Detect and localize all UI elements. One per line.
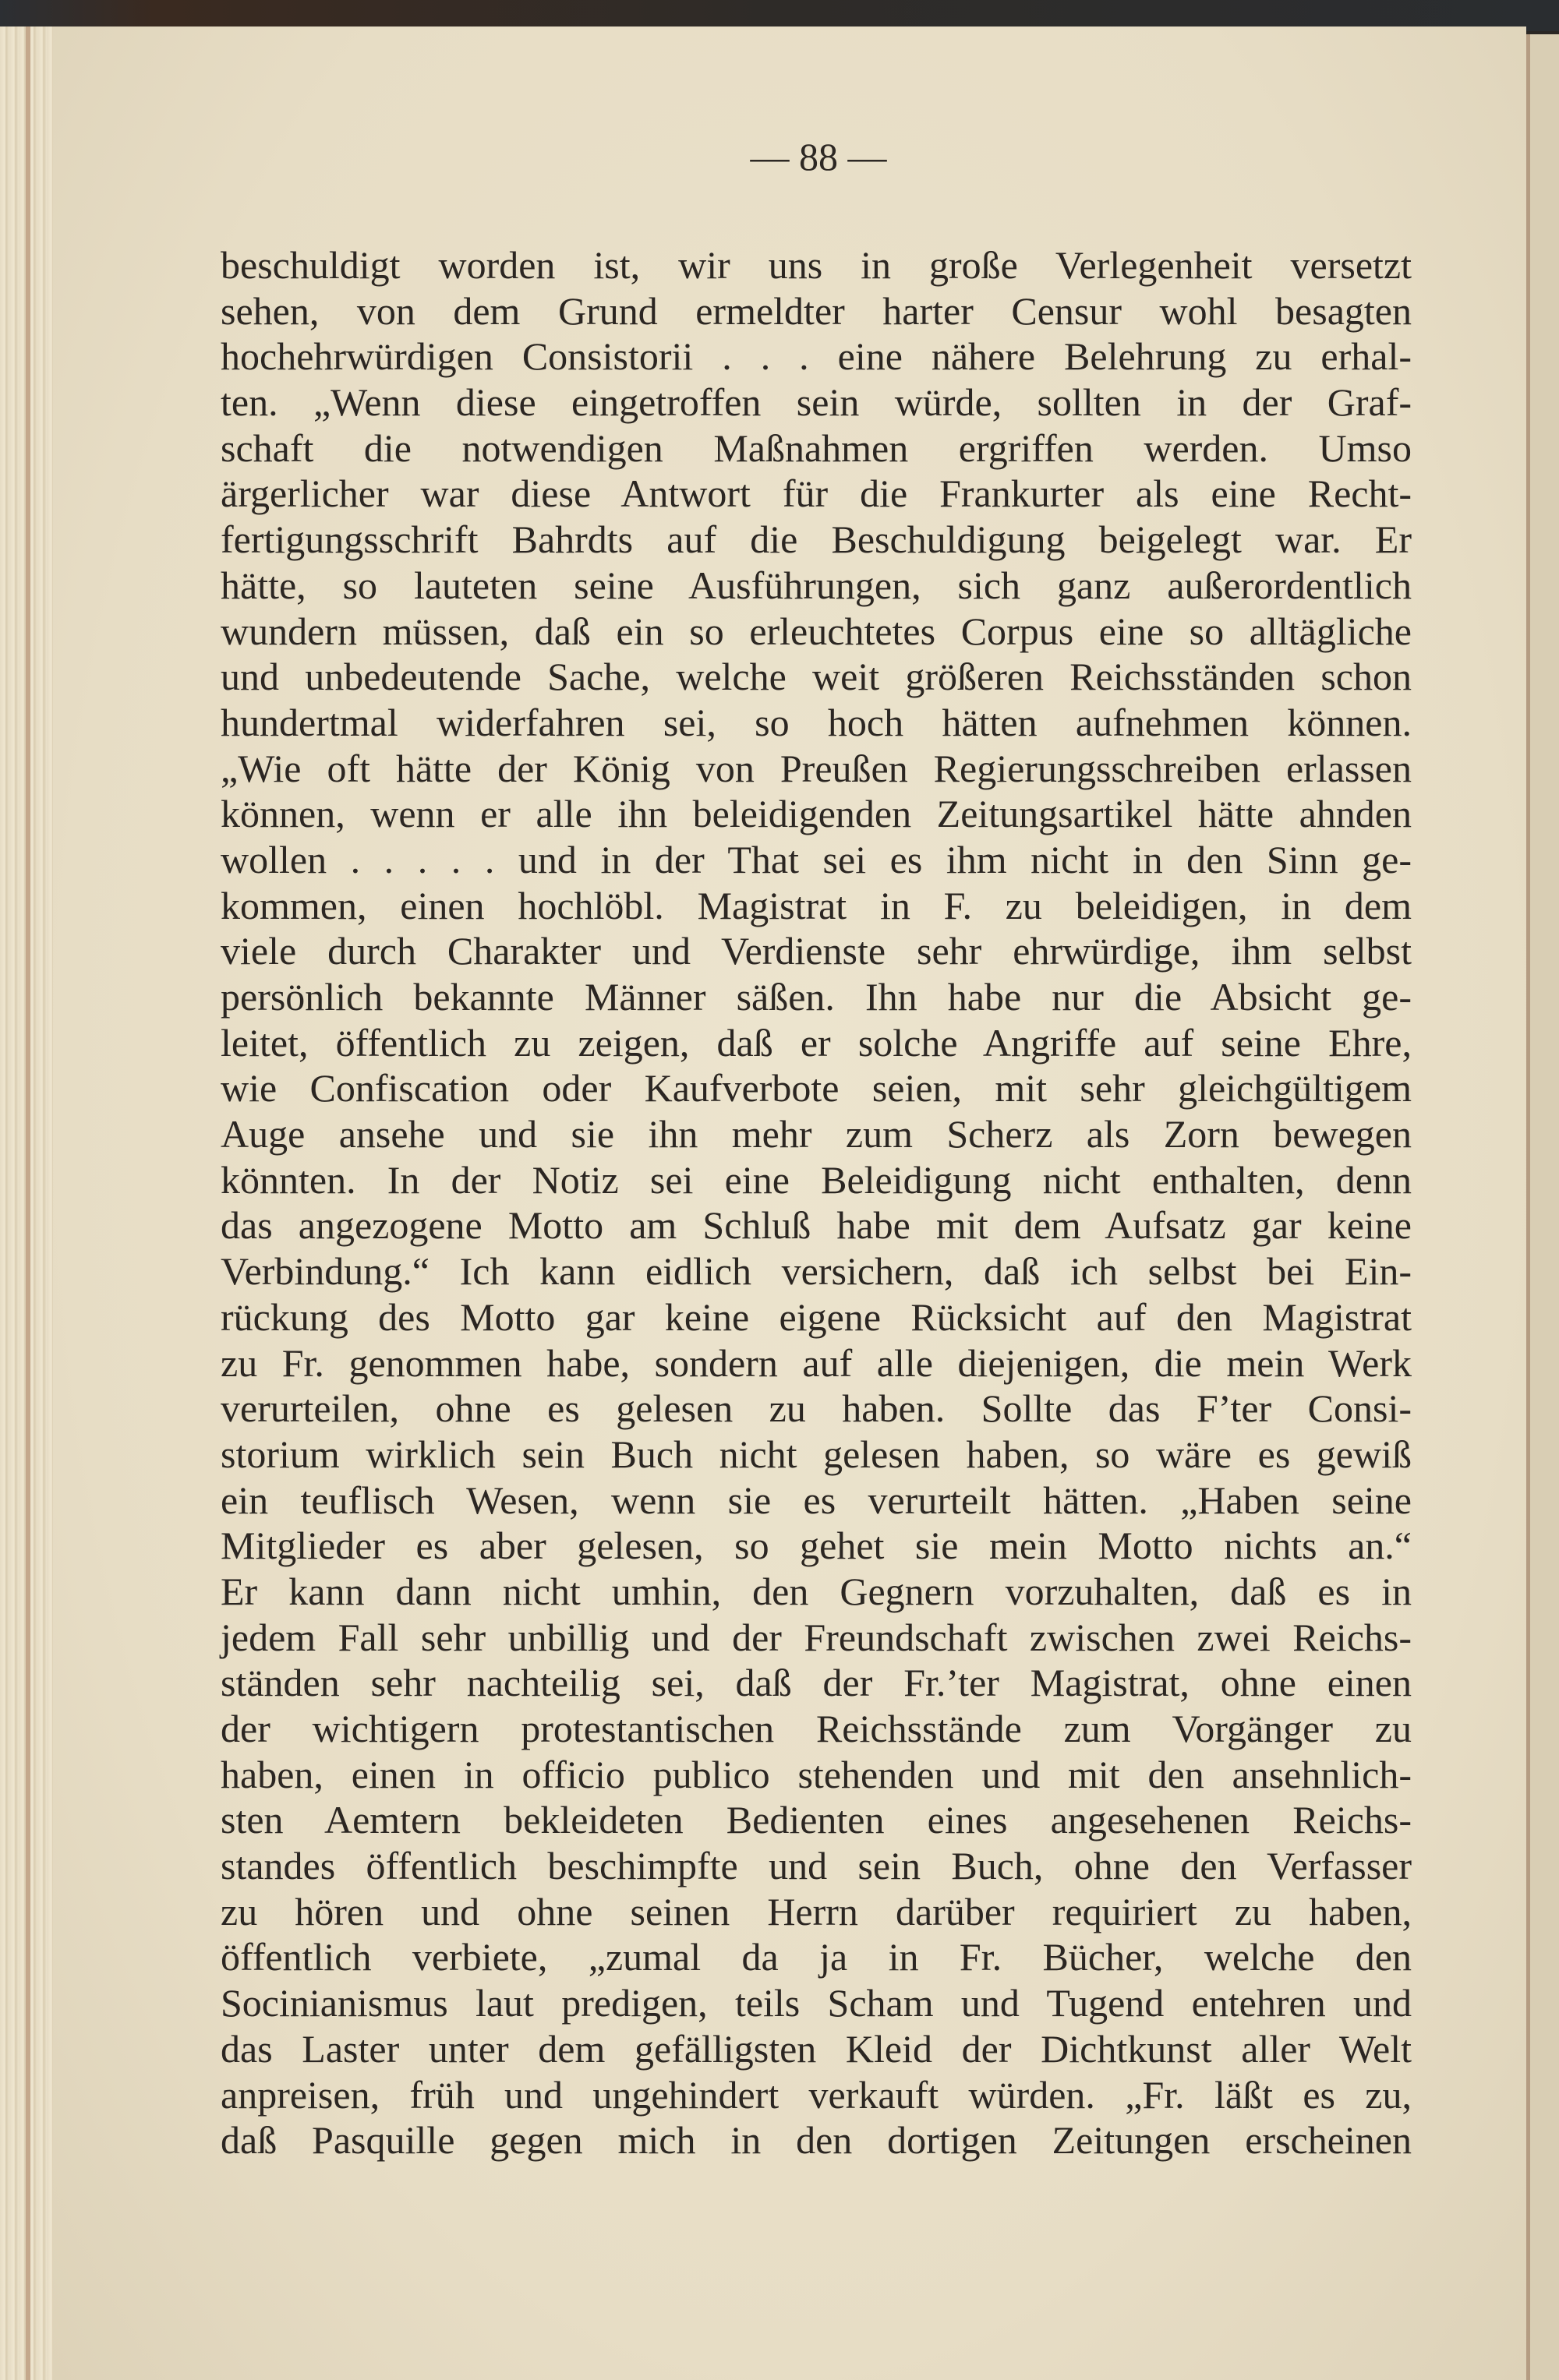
page-number: — 88 — [750,135,887,178]
text-line: hätte, so lauteten seine Ausführungen, sich ganz außerordentlich [221,563,1412,607]
text-line: verurteilen, ohne es gelesen zu haben. Sollte das F’ter Consi- [221,1386,1412,1431]
text-line: Socinianismus laut predigen, teils Scham und Tugend entehren und [221,1981,1412,2025]
text-line: schaft die notwendigen Maßnahmen ergriffen werden. Umso [221,426,1412,470]
text-line: anpreisen, früh und ungehindert verkauft würden. „Fr. läßt es zu, [221,2072,1412,2117]
text-line: Verbindung.“ Ich kann eidlich versichern, daß ich selbst bei Ein- [221,1249,1412,1294]
text-line: öffentlich verbiete, „zumal da ja in Fr. Bücher, welche den [221,1935,1412,1979]
page-stack-edge [0,26,53,2380]
text-line: zu hören und ohne seinen Herrn darüber requiriert zu haben, [221,1889,1412,1933]
text-line: daß Pasquille gegen mich in den dortigen Zeitungen erscheinen [221,2118,1412,2163]
text-line: standes öffentlich beschimpfte und sein Buch, ohne den Verfasser [221,1844,1412,1888]
text-line: leitet, öffentlich zu zeigen, daß er solche Angriffe auf seine Ehre, [221,1020,1412,1065]
text-line: wollen . . . . . und in der That sei es ihm nicht in den Sinn ge- [221,837,1412,881]
text-line: rückung des Motto gar keine eigene Rücksicht auf den Magistrat [221,1294,1412,1339]
text-line: storium wirklich sein Buch nicht gelesen haben, so wäre es gewiß [221,1432,1412,1476]
text-line: Mitglieder es aber gelesen, so gehet sie mein Motto nichts an.“ [221,1524,1412,1568]
text-line: der wichtigern protestantischen Reichsstände zum Vorgänger zu [221,1707,1412,1750]
text-line: können, wenn er alle ihn beleidigenden Zeitungsartikel hätte ahnden [221,792,1412,836]
text-line: persönlich bekannte Männer säßen. Ihn habe nur die Absicht ge- [221,975,1412,1019]
text-line: und unbedeutende Sache, welche weit größeren Reichsständen schon [221,655,1412,699]
text-line: ärgerlicher war diese Antwort für die Frankurter als eine Recht- [221,471,1412,516]
text-line: jedem Fall sehr unbillig und der Freundschaft zwischen zwei Reichs- [221,1615,1412,1659]
text-line: sten Aemtern bekleideten Bedienten eines angesehenen Reichs- [221,1798,1412,1842]
text-line: viele durch Charakter und Verdienste sehr ehrwürdige, ihm selbst [221,929,1412,973]
text-line: hundertmal widerfahren sei, so hoch hätten aufnehmen können. [221,700,1412,744]
text-line: könnten. In der Notiz sei eine Beleidigung nicht enthalten, denn [221,1157,1412,1202]
text-line: haben, einen in officio publico stehenden und mit den ansehnlich- [221,1752,1412,1796]
text-line: kommen, einen hochlöbl. Magistrat in F. zu beleidigen, in dem [221,883,1412,927]
text-line: zu Fr. genommen habe, sondern auf alle diejenigen, die mein Werk [221,1340,1412,1385]
text-line: das angezogene Motto am Schluß habe mit dem Aufsatz gar keine [221,1203,1412,1248]
text-line: Er kann dann nicht umhin, den Gegnern vorzuhalten, daß es in [221,1569,1412,1613]
text-line: das Laster unter dem gefälligsten Kleid der Dichtkunst aller Welt [221,2026,1412,2071]
text-line: ein teuflisch Wesen, wenn sie es verurteilt hätten. „Haben seine [221,1478,1412,1522]
body-text [221,242,1412,2163]
text-line: Auge ansehe und sie ihn mehr zum Scherz als Zorn bewegen [221,1112,1412,1156]
text-line: „Wie oft hätte der König von Preußen Regierungsschreiben erlassen [221,746,1412,790]
next-page-edge [1526,34,1559,2380]
text-line: wie Confiscation oder Kaufverbote seien, mit sehr gleichgültigem [221,1066,1412,1111]
text-line: hochehrwürdigen Consistorii . . . eine nähere Belehrung zu erhal- [221,334,1412,379]
text-line: ten. „Wenn diese eingetroffen sein würde, sollten in der Graf- [221,380,1412,425]
text-line: ständen sehr nachteilig sei, daß der Fr.’ter Magistrat, ohne einen [221,1661,1412,1705]
text-line: wundern müssen, daß ein so erleuchtetes Corpus eine so alltägliche [221,609,1412,653]
text-line: beschuldigt worden ist, wir uns in große Verlegenheit versetzt [221,243,1412,287]
text-line: sehen, von dem Grund ermeldter harter Censur wohl besagten [221,288,1412,333]
text-line: fertigungsschrift Bahrdts auf die Beschuldigung beigelegt war. Er [221,517,1412,562]
